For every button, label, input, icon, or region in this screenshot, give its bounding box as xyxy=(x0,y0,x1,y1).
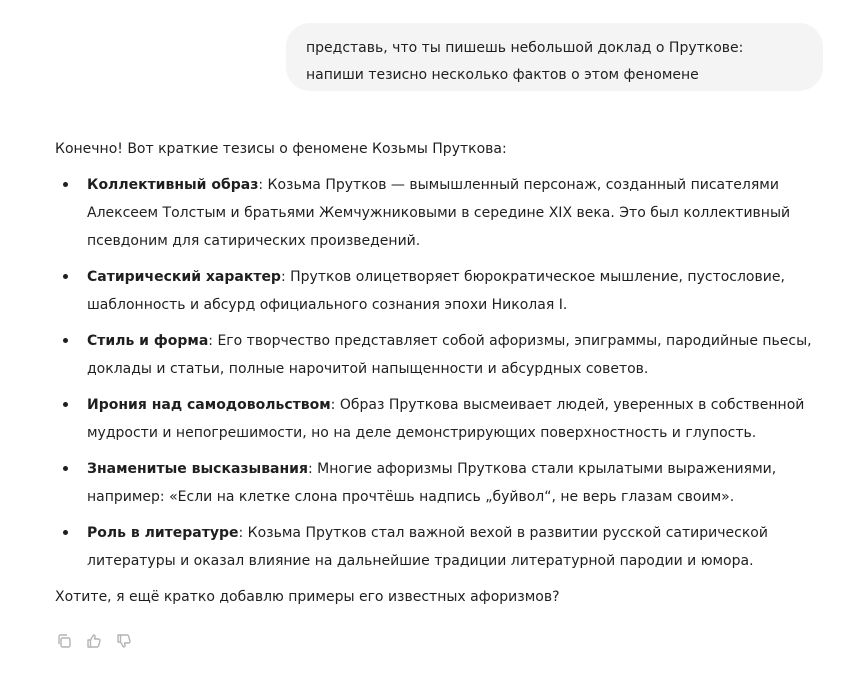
bullet-title: Стиль и форма xyxy=(87,333,209,349)
bullet-item xyxy=(55,327,815,383)
assistant-closing: Хотите, я ещё кратко добавлю примеры его известных афоризмов? xyxy=(55,589,560,605)
bullet-text: : Козьма Прутков стал важной вехой в развитии русской сатирической литературы и оказал влияние на дальнейшие традиции литературной пародии и юмора. xyxy=(87,525,768,569)
message-actions xyxy=(55,632,133,650)
bullet-item xyxy=(55,171,815,255)
bullet-title: Знаменитые высказывания xyxy=(87,461,308,477)
bullet-item xyxy=(55,519,815,575)
bullet-dot xyxy=(63,530,68,535)
bullet-text: : Козьма Прутков — вымышленный персонаж, созданный писателями Алексеем Толстым и братьями Жемчужниковыми в середине XIX века. Это был коллективный псевдоним для сатирических произведений. xyxy=(87,177,791,249)
thumbs-up-icon xyxy=(86,633,102,649)
bullet-text: : Его творчество представляет собой афоризмы, эпиграммы, пародийные пьесы, доклады и статьи, полные нарочитой напыщенности и абсурдных советов. xyxy=(87,333,812,377)
bullet-item xyxy=(55,391,815,447)
bullet-dot xyxy=(63,338,68,343)
bullet-list xyxy=(55,171,815,575)
thumbs-down-button[interactable] xyxy=(115,632,133,650)
user-message-text: представь, что ты пишешь небольшой доклад о Пруткове: напиши тезисно несколько фактов о этом феномене xyxy=(306,40,744,83)
assistant-message xyxy=(55,135,815,611)
thumbs-up-button[interactable] xyxy=(85,632,103,650)
bullet-text: : Многие афоризмы Пруткова стали крылатыми выражениями, например: «Если на клетке слона прочтёшь надпись „буйвол“, не верь глазам своим». xyxy=(87,461,777,505)
thumbs-down-icon xyxy=(116,633,132,649)
bullet-dot xyxy=(63,466,68,471)
bullet-item xyxy=(55,455,815,511)
bullet-title: Сатирический характер xyxy=(87,269,281,285)
bullet-text: : Прутков олицетворяет бюрократическое мышление, пустословие, шаблонность и абсурд официального сознания эпохи Николая I. xyxy=(87,269,785,313)
copy-button[interactable] xyxy=(55,632,73,650)
bullet-title: Ирония над самодовольством xyxy=(87,397,331,413)
bullet-item xyxy=(55,263,815,319)
assistant-intro: Конечно! Вот краткие тезисы о феномене Козьмы Пруткова: xyxy=(55,141,507,157)
bullet-title: Коллективный образ xyxy=(87,177,259,193)
user-message-bubble xyxy=(286,23,823,91)
bullet-dot xyxy=(63,274,68,279)
copy-icon xyxy=(56,633,72,649)
bullet-dot xyxy=(63,182,68,187)
bullet-dot xyxy=(63,402,68,407)
bullet-title: Роль в литературе xyxy=(87,525,239,541)
bullet-text: : Образ Пруткова высмеивает людей, уверенных в собственной мудрости и непогрешимости, но на деле демонстрирующих поверхностность и глупость. xyxy=(87,397,805,441)
